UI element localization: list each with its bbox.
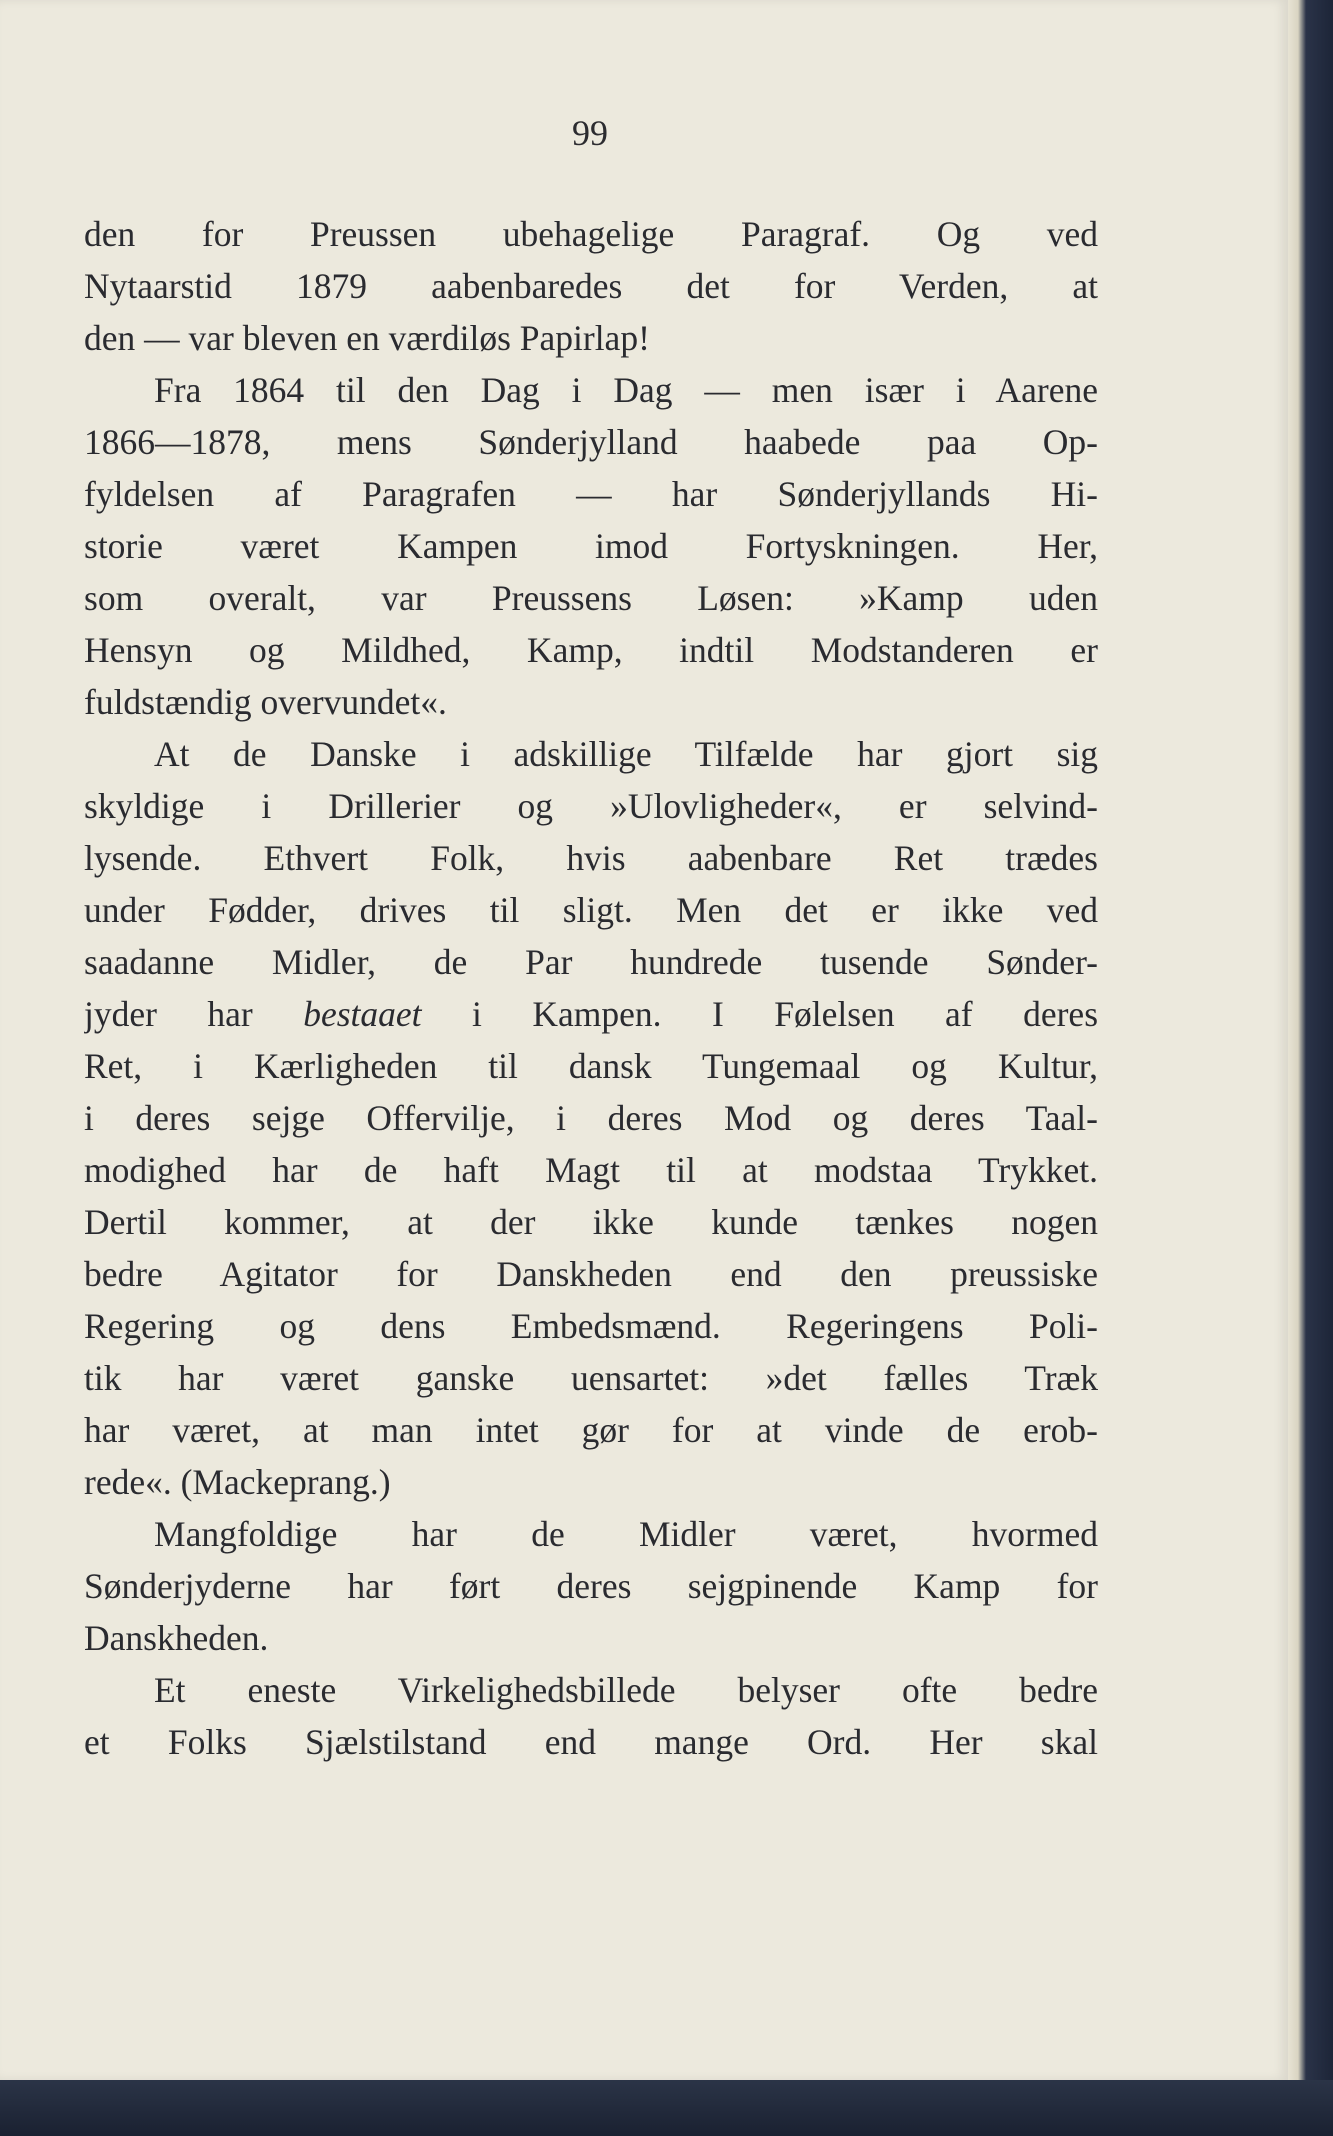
text-line-30: et Folks Sjælstilstand end mange Ord. Her skal xyxy=(84,1722,1098,1762)
text-line-9: Hensyn og Mildhed, Kamp, indtil Modstanderen er xyxy=(84,630,1098,670)
italic-word: bestaaet xyxy=(303,994,422,1034)
text-line-17: Ret, i Kærligheden til dansk Tungemaal og Kultur, xyxy=(84,1046,1098,1086)
text-line-8: som overalt, var Preussens Løsen: »Kamp uden xyxy=(84,578,1098,618)
body-text xyxy=(84,208,1098,1768)
page-number: 99 xyxy=(572,113,608,153)
text-line-18: i deres sejge Offervilje, i deres Mod og deres Taal- xyxy=(84,1098,1098,1138)
text-line-11: At de Danske i adskillige Tilfælde har gjort sig xyxy=(154,734,1098,774)
text-line-23: tik har været ganske uensartet: »det fælles Træk xyxy=(84,1358,1098,1398)
text-line-19: modighed har de haft Magt til at modstaa Trykket. xyxy=(84,1150,1098,1190)
text-line-27: Sønderjyderne har ført deres sejgpinende Kamp for xyxy=(84,1566,1098,1606)
text-line-22: Regering og dens Embedsmænd. Regeringens Poli- xyxy=(84,1306,1098,1346)
text-line-3: den — var bleven en værdiløs Papirlap! xyxy=(84,318,650,358)
text-line-16-start: jyder har xyxy=(84,994,253,1034)
text-line-10: fuldstændig overvundet«. xyxy=(84,682,447,722)
text-line-26: Mangfoldige har de Midler været, hvormed xyxy=(154,1514,1098,1554)
text-line-1: den for Preussen ubehagelige Paragraf. Og ved xyxy=(84,214,1098,254)
text-line-28: Danskheden. xyxy=(84,1618,269,1658)
text-line-2: Nytaarstid 1879 aabenbaredes det for Verden, at xyxy=(84,266,1098,306)
text-line-14: under Fødder, drives til sligt. Men det er ikke ved xyxy=(84,890,1098,930)
text-line-24: har været, at man intet gør for at vinde de erob- xyxy=(84,1410,1098,1450)
text-line-12: skyldige i Drillerier og »Ulovligheder«, er selvind- xyxy=(84,786,1098,826)
text-line-4: Fra 1864 til den Dag i Dag — men især i Aarene xyxy=(154,370,1098,410)
text-line-29: Et eneste Virkelighedsbillede belyser ofte bedre xyxy=(154,1670,1098,1710)
text-line-16-end: i Kampen. I Følelsen af deres xyxy=(472,994,1098,1034)
text-line-13: lysende. Ethvert Folk, hvis aabenbare Ret trædes xyxy=(84,838,1098,878)
text-line-6: fyldelsen af Paragrafen — har Sønderjyllands Hi- xyxy=(84,474,1098,514)
text-line-15: saadanne Midler, de Par hundrede tusende Sønder- xyxy=(84,942,1098,982)
text-line-25: rede«. (Mackeprang.) xyxy=(84,1462,391,1502)
book-spine-edge xyxy=(1288,0,1333,2136)
text-line-16 xyxy=(84,988,1098,1040)
text-line-7: storie været Kampen imod Fortyskningen. Her, xyxy=(84,526,1098,566)
text-line-5: 1866—1878, mens Sønderjylland haabede paa Op- xyxy=(84,422,1098,462)
book-bottom-edge xyxy=(0,2080,1333,2136)
text-line-21: bedre Agitator for Danskheden end den preussiske xyxy=(84,1254,1098,1294)
text-line-20: Dertil kommer, at der ikke kunde tænkes nogen xyxy=(84,1202,1098,1242)
